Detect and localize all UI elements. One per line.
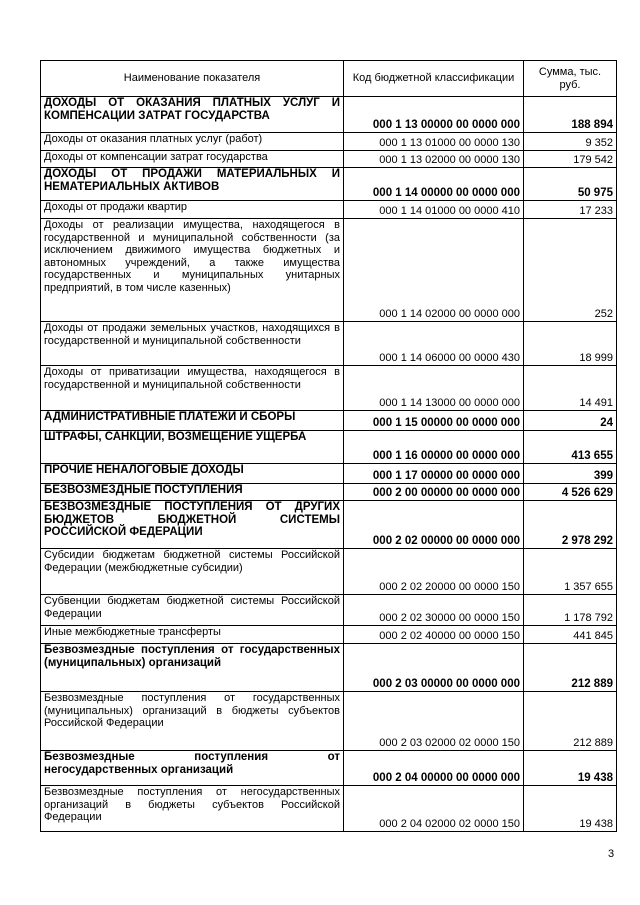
- row-name: Доходы от реализации имущества, находящегося в государственной и муниципальной собственности (за исключением движимого имущества бюджетных и автономных учреждений, а также имущества государственных и муниципальных унитарных предприятий, в том числе казенных): [41, 219, 344, 322]
- row-code: 000 2 02 00000 00 0000 000: [344, 501, 524, 549]
- row-sum: 50 975: [524, 168, 617, 201]
- row-sum: 212 889: [524, 644, 617, 692]
- row-name: БЕЗВОЗМЕЗДНЫЕ ПОСТУПЛЕНИЯ ОТ ДРУГИХ БЮДЖЕТОВ БЮДЖЕТНОЙ СИСТЕМЫ РОССИЙСКОЙ ФЕДЕРАЦИИ: [41, 501, 344, 549]
- row-code: 000 1 14 02000 00 0000 000: [344, 219, 524, 322]
- row-code: 000 2 02 20000 00 0000 150: [344, 549, 524, 595]
- row-code: 000 1 13 02000 00 0000 130: [344, 151, 524, 168]
- row-name: ДОХОДЫ ОТ ОКАЗАНИЯ ПЛАТНЫХ УСЛУГ И КОМПЕНСАЦИИ ЗАТРАТ ГОСУДАРСТВА: [41, 97, 344, 133]
- row-name: АДМИНИСТРАТИВНЫЕ ПЛАТЕЖИ И СБОРЫ: [41, 411, 344, 431]
- row-name: Безвозмездные поступления от негосударственных организаций: [41, 751, 344, 786]
- table-header-row: [41, 61, 617, 97]
- row-sum: 1 178 792: [524, 595, 617, 626]
- header-code: Код бюджетной классификации: [344, 61, 524, 97]
- row-code: 000 1 14 00000 00 0000 000: [344, 168, 524, 201]
- revenue-table: [40, 60, 617, 832]
- row-sum: 19 438: [524, 751, 617, 786]
- row-sum: 18 999: [524, 322, 617, 366]
- row-name: Доходы от продажи земельных участков, находящихся в государственной и муниципальной собственности: [41, 322, 344, 366]
- header-sum: Сумма, тыс. руб.: [524, 61, 617, 97]
- row-code: 000 2 04 00000 00 0000 000: [344, 751, 524, 786]
- page-number: 3: [608, 848, 615, 860]
- row-sum: 441 845: [524, 626, 617, 644]
- row-sum: 19 438: [524, 786, 617, 832]
- row-code: 000 2 02 30000 00 0000 150: [344, 595, 524, 626]
- row-code: 000 2 03 02000 02 0000 150: [344, 692, 524, 751]
- row-name: Доходы от компенсации затрат государства: [41, 151, 344, 168]
- row-name: Доходы от продажи квартир: [41, 201, 344, 219]
- header-name: Наименование показателя: [41, 61, 344, 97]
- row-code: 000 1 14 06000 00 0000 430: [344, 322, 524, 366]
- row-sum: 2 978 292: [524, 501, 617, 549]
- row-sum: 17 233: [524, 201, 617, 219]
- row-code: 000 1 17 00000 00 0000 000: [344, 464, 524, 484]
- row-code: 000 1 13 01000 00 0000 130: [344, 133, 524, 151]
- row-sum: 9 352: [524, 133, 617, 151]
- row-code: 000 1 15 00000 00 0000 000: [344, 411, 524, 431]
- row-name: Доходы от оказания платных услуг (работ): [41, 133, 344, 151]
- row-sum: 399: [524, 464, 617, 484]
- row-sum: 179 542: [524, 151, 617, 168]
- row-name: БЕЗВОЗМЕЗДНЫЕ ПОСТУПЛЕНИЯ: [41, 484, 344, 501]
- row-code: 000 1 13 00000 00 0000 000: [344, 97, 524, 133]
- row-code: 000 2 04 02000 02 0000 150: [344, 786, 524, 832]
- row-code: 000 1 14 13000 00 0000 000: [344, 366, 524, 411]
- row-code: 000 1 14 01000 00 0000 410: [344, 201, 524, 219]
- row-name: Безвозмездные поступления от государственных (муниципальных) организаций: [41, 644, 344, 692]
- row-name: ШТРАФЫ, САНКЦИИ, ВОЗМЕЩЕНИЕ УЩЕРБА: [41, 431, 344, 464]
- row-sum: 4 526 629: [524, 484, 617, 501]
- row-sum: 1 357 655: [524, 549, 617, 595]
- row-code: 000 2 00 00000 00 0000 000: [344, 484, 524, 501]
- row-sum: 24: [524, 411, 617, 431]
- row-name: Иные межбюджетные трансферты: [41, 626, 344, 644]
- row-sum: 14 491: [524, 366, 617, 411]
- row-name: ДОХОДЫ ОТ ПРОДАЖИ МАТЕРИАЛЬНЫХ И НЕМАТЕРИАЛЬНЫХ АКТИВОВ: [41, 168, 344, 201]
- row-sum: 212 889: [524, 692, 617, 751]
- row-name: Субсидии бюджетам бюджетной системы Российской Федерации (межбюджетные субсидии): [41, 549, 344, 595]
- row-sum: 188 894: [524, 97, 617, 133]
- row-code: 000 2 02 40000 00 0000 150: [344, 626, 524, 644]
- row-name: Безвозмездные поступления от негосударственных организаций в бюджеты субъектов Российской Федерации: [41, 786, 344, 832]
- row-code: 000 1 16 00000 00 0000 000: [344, 431, 524, 464]
- row-name: Субвенции бюджетам бюджетной системы Российской Федерации: [41, 595, 344, 626]
- row-sum: 413 655: [524, 431, 617, 464]
- row-sum: 252: [524, 219, 617, 322]
- row-name: ПРОЧИЕ НЕНАЛОГОВЫЕ ДОХОДЫ: [41, 464, 344, 484]
- row-name: Безвозмездные поступления от государственных (муниципальных) организаций в бюджеты субъектов Российской Федерации: [41, 692, 344, 751]
- row-code: 000 2 03 00000 00 0000 000: [344, 644, 524, 692]
- row-name: Доходы от приватизации имущества, находящегося в государственной и муниципальной собственности: [41, 366, 344, 411]
